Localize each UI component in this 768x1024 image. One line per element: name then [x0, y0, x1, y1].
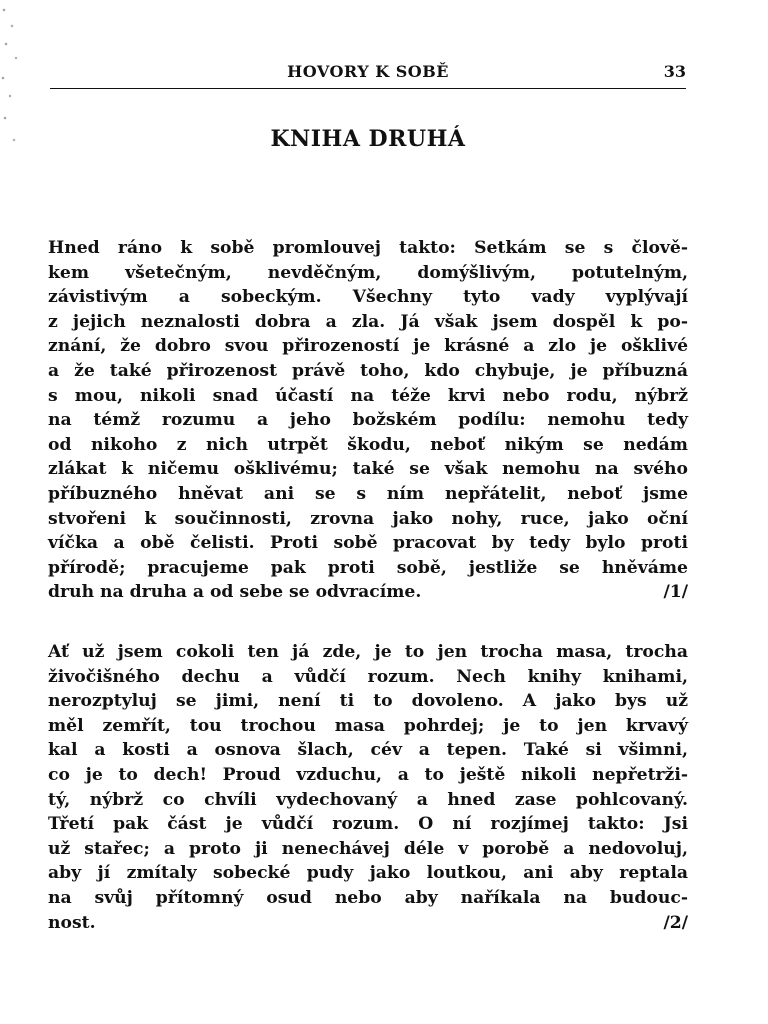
header-rule — [50, 88, 686, 89]
text-line: a že také přirozenost právě toho, kdo chybuje, je příbuzná — [48, 360, 688, 381]
last-text-line — [48, 911, 688, 936]
running-header — [50, 62, 686, 88]
text-line: víčka a obě čelisti. Proti sobě pracovat by tedy bylo proti — [48, 533, 688, 554]
text-line: co je to dech! Proud vzduchu, a to ještě nikoli nepřetrži- — [48, 764, 688, 785]
text-line: tý, nýbrž co chvíli vydechovaný a hned zase pohlcovaný. — [48, 789, 688, 810]
text-line: kal a kosti a osnova šlach, cév a tepen. Také si všimni, — [48, 740, 688, 761]
text-line: z jejich neznalosti dobra a zla. Já však jsem dospěl k po- — [48, 311, 688, 332]
text-line: zlákat k ničemu ošklivému; také se však nemohu na svého — [48, 459, 688, 480]
text-line: nerozptyluj se jimi, není ti to dovoleno. A jako bys už — [48, 691, 688, 712]
text-line: Ať už jsem cokoli ten já zde, je to jen trocha masa, trocha — [48, 642, 688, 662]
text-line: od nikoho z nich utrpět škodu, neboť nikým se nedám — [48, 434, 688, 455]
scan-edge-noise — [0, 0, 24, 160]
text-line: druh na druha a od sebe se odvracíme. — [48, 582, 422, 603]
paragraph-1 — [48, 236, 688, 605]
text-line: na svůj přítomný osud nebo aby naříkala na budouc- — [48, 887, 688, 908]
text-line: Hned ráno k sobě promlouvej takto: Setkám se s člově- — [48, 238, 688, 258]
text-line: kem všetečným, nevděčným, domýšlivým, potutelným, — [48, 262, 688, 283]
page-number: 33 — [663, 62, 686, 81]
text-line: znání, že dobro svou přirozeností je krásné a zlo je ošklivé — [48, 336, 688, 357]
text-line: příbuzného hněvat ani se s ním nepřátelit, neboť jsme — [48, 483, 688, 504]
text-line: Třetí pak část je vůdčí rozum. O ní rozjímej takto: Jsi — [48, 814, 688, 835]
section-marker: /2/ — [663, 912, 688, 933]
last-text-line — [48, 580, 688, 605]
text-line: závistivým a sobeckým. Všechny tyto vady vyplývají — [48, 287, 688, 308]
text-line: nost. — [48, 912, 96, 933]
text-line: živočišného dechu a vůdčí rozum. Nech knihy knihami, — [48, 666, 688, 687]
text-line: s mou, nikoli snad účastí na téže krvi nebo rodu, nýbrž — [48, 385, 688, 406]
text-line: už stařec; a proto ji nenechávej déle v porobě a nedovoluj, — [48, 838, 688, 859]
book-heading: KNIHA DRUHÁ — [270, 126, 466, 152]
text-line: přírodě; pracujeme pak proti sobě, jestliže se hněváme — [48, 557, 688, 578]
text-line: stvořeni k součinnosti, zrovna jako nohy, ruce, jako oční — [48, 508, 688, 529]
text-line: měl zemřít, tou trochou masa pohrdej; je to jen krvavý — [48, 715, 688, 736]
section-marker: /1/ — [663, 582, 688, 603]
text-line: na témž rozumu a jeho božském podílu: nemohu tedy — [48, 410, 688, 431]
running-title: HOVORY K SOBĚ — [287, 62, 449, 81]
text-line: aby jí zmítaly sobecké pudy jako loutkou, ani aby reptala — [48, 863, 688, 884]
paragraph-2 — [48, 640, 688, 935]
